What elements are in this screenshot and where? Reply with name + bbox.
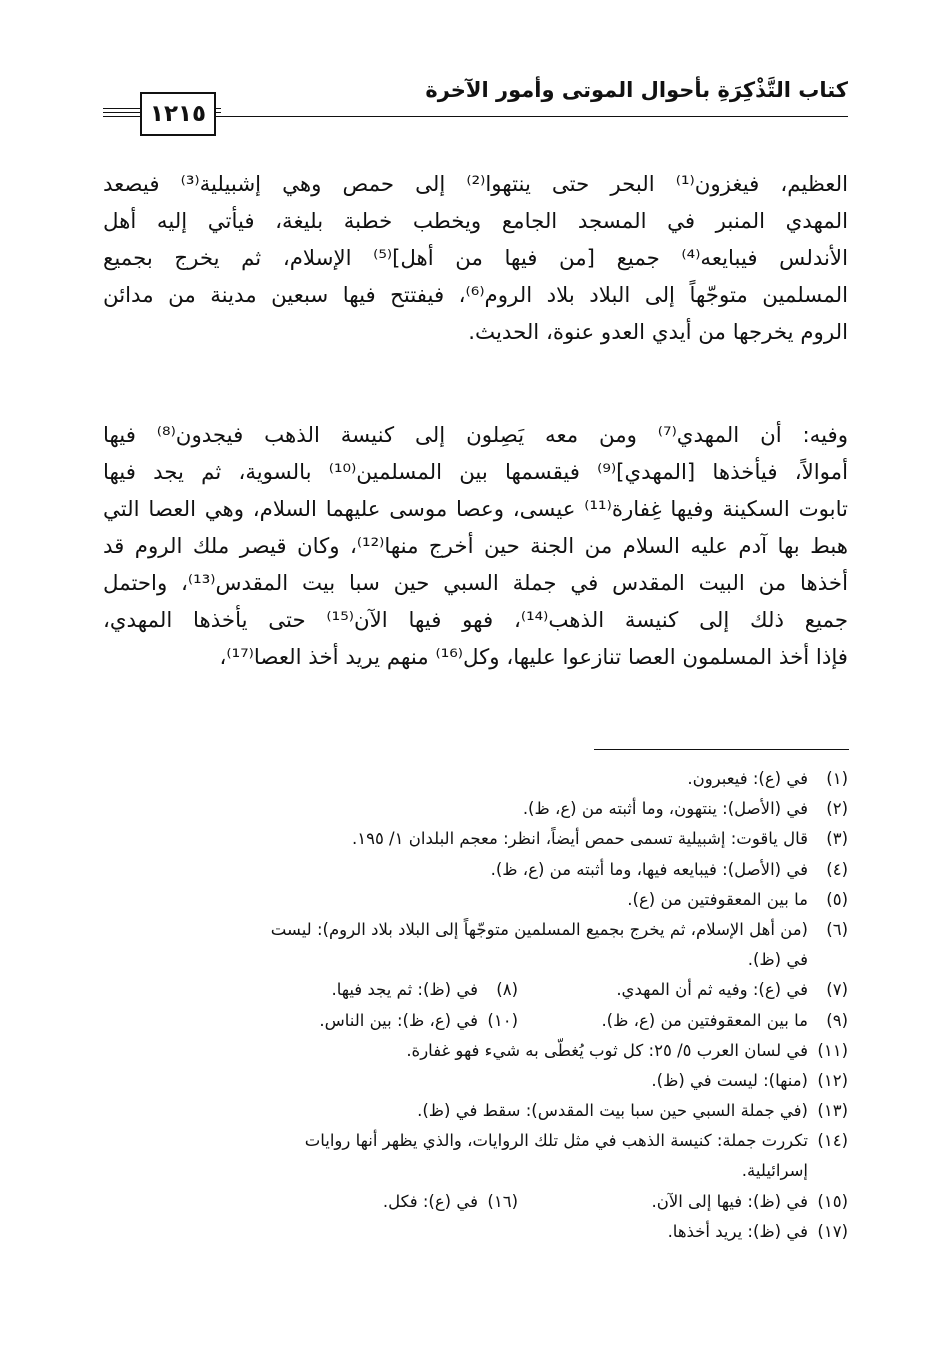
footnote-number: (٦) — [826, 919, 848, 939]
footnote — [406, 1036, 848, 1066]
footnote — [319, 1006, 518, 1036]
footnote-row — [103, 794, 848, 824]
footnote-text: في (ظ): فيها إلى الآن. — [651, 1191, 808, 1211]
footnote-text: في (ظ). — [747, 950, 808, 970]
footnote-row — [103, 975, 848, 1005]
text-line: هبط بها آدم عليه السلام من الجنة حين أخرج منها⁽¹²⁾، وكان قيصر ملك الروم قد — [103, 534, 848, 559]
text-line: أخذها من البيت المقدس في جملة السبي حين سبا بيت المقدس⁽¹³⁾، واحتمل — [103, 571, 848, 596]
footnote — [668, 1217, 848, 1247]
footnote-number: (١٦) — [487, 1191, 518, 1211]
footnote-row — [103, 945, 848, 975]
footnote-number: (١٢) — [817, 1070, 848, 1090]
footnote-text: تكررت جملة: كنيسة الذهب في مثل تلك الروايات، والذي يظهر أنها روايات — [304, 1131, 808, 1151]
footnote — [491, 855, 848, 885]
footnote-number: (١٤) — [817, 1131, 848, 1151]
footnote-text: في (ظ): ثم يجد فيها. — [331, 980, 478, 1000]
footnote-text: في لسان العرب ٥/ ٢٥: كل ثوب يُغطّى به شيء فهو غفارة. — [406, 1040, 808, 1060]
text-line: الأندلس فيبايعه⁽⁴⁾ جميع [من فيها من أهل]⁽⁵⁾ الإسلام، ثم يخرج بجميع — [103, 246, 848, 271]
footnote — [417, 1096, 848, 1126]
footnote-text: في (ع): وفيه ثم أن المهدي. — [616, 980, 808, 1000]
footnote — [331, 975, 518, 1005]
footnote-text: في (ع، ظ): بين الناس. — [319, 1010, 478, 1030]
text-line: تابوت السكينة وفيها غِفارة⁽¹¹⁾ عيسى، وعصا موسى عليهما السلام، وهي العصا التي — [103, 497, 848, 522]
footnote-text: في (الأصل): فيبايعه فيها، وما أثبته من (ع، ظ). — [490, 859, 808, 879]
footnote-text: ما بين المعقوفتين من (ع، ظ). — [601, 1010, 808, 1030]
footnote-text: في (الأصل): ينتهون، وما أثبته من (ع، ظ). — [522, 799, 808, 819]
footnote-row — [103, 764, 848, 794]
footnote-text: قال ياقوت: إشبيلية تسمى حمص أيضاً، انظر: معجم البلدان ١/ ١٩٥. — [351, 829, 808, 849]
footnote-number: (١٠) — [487, 1010, 518, 1030]
footnote-text: ما بين المعقوفتين من (ع). — [627, 889, 808, 909]
footnote-row — [103, 885, 848, 915]
footnote-number: (٢) — [826, 799, 848, 819]
page-number: ١٢١٥ — [140, 92, 216, 136]
footnote-row — [103, 1187, 848, 1217]
footnote-row — [103, 1156, 848, 1186]
footnote — [518, 975, 848, 1005]
footnote-number: (٩) — [826, 1010, 848, 1030]
footnote — [305, 1126, 848, 1156]
text-line: العظيم، فيغزون⁽¹⁾ البحر حتى ينتهوا⁽²⁾ إلى حمص وهي إشبيلية⁽³⁾ فيصعد — [103, 172, 848, 197]
footnote-text: في (ع): فيعبرون. — [687, 769, 808, 788]
footnote — [742, 1156, 808, 1186]
footnote — [383, 1187, 518, 1217]
footnote-text: (منها): ليست في (ظ). — [651, 1070, 808, 1090]
footnote-number: (١١) — [817, 1040, 848, 1060]
footnote — [271, 915, 848, 945]
footnote-text: (في جملة السبي حين سبا بيت المقدس): سقط في (ظ). — [417, 1101, 808, 1121]
footnote-row — [103, 824, 848, 854]
footnote-row — [103, 915, 848, 945]
footnote-number: (١٧) — [817, 1221, 848, 1241]
footnote — [518, 1187, 848, 1217]
text-line: الروم يخرجها من أيدي العدو عنوة، الحديث. — [468, 320, 848, 345]
text-line: المهدي المنبر في المسجد الجامع ويخطب خطبة بليغة، فيأتي إليه أهل — [103, 209, 848, 234]
footnotes — [103, 764, 848, 1247]
text-line: جميع ذلك إلى كنيسة الذهب⁽¹⁴⁾، فهو فيها الآن⁽¹⁵⁾ حتى يأخذها المهدي، — [103, 608, 848, 633]
text-line: أموالاً، فيأخذها [المهدي]⁽⁹⁾ فيقسمها بين المسلمين⁽¹⁰⁾ بالسوية، ثم يجد فيها — [103, 460, 848, 485]
running-title: كتاب التَّذْكِرَةِ بأحوال الموتى وأمور الآخرة — [425, 78, 848, 102]
footnote-row — [103, 1126, 848, 1156]
footnote — [651, 1066, 848, 1096]
footnote — [352, 824, 848, 854]
footnote-number: (٧) — [826, 980, 848, 1000]
footnote-row — [103, 1036, 848, 1066]
text-line: وفيه: أن المهدي⁽⁷⁾ ومن معه يَصِلون إلى كنيسة الذهب فيجدون⁽⁸⁾ فيها — [103, 423, 848, 448]
footnote-text: إسرائيلية. — [741, 1161, 808, 1181]
footnote-text: في (ظ): يريد أخذها. — [667, 1221, 808, 1241]
footnote — [518, 1006, 848, 1036]
footnote — [687, 764, 848, 794]
footnote-row — [103, 855, 848, 885]
footnote-row — [103, 1217, 848, 1247]
footnote — [627, 885, 848, 915]
text-line: المسلمين متوجّهاً إلى البلاد بلاد الروم⁽⁶⁾، فيفتتح فيها سبعين مدينة من مدائن — [103, 283, 848, 308]
footnote-separator — [594, 749, 849, 750]
footnote-number: (٣) — [826, 829, 848, 849]
footnote-row — [103, 1096, 848, 1126]
footnote-number: (٤) — [826, 859, 848, 879]
footnote-row — [103, 1006, 848, 1036]
footnote-text: في (ع): فكل. — [382, 1191, 478, 1211]
footnote-row — [103, 1066, 848, 1096]
footnote-number: (١٣) — [817, 1101, 848, 1121]
footnote-number: (٨) — [496, 980, 518, 1000]
footnote-number: (٥) — [826, 889, 848, 909]
paragraph-2 — [103, 417, 848, 676]
footnote-text: (من أهل الإسلام، ثم يخرج بجميع المسلمين متوجّهاً إلى البلاد بلاد الروم): ليست — [270, 919, 808, 939]
footnote — [523, 794, 848, 824]
footnote-number: (١) — [826, 769, 848, 788]
footnote — [748, 945, 808, 975]
paragraph-1 — [103, 166, 848, 351]
text-line: فإذا أخذ المسلمون العصا تنازعوا عليها، وكل⁽¹⁶⁾ منهم يريد أخذ العصا⁽¹⁷⁾، — [219, 645, 848, 670]
footnote-number: (١٥) — [817, 1191, 848, 1211]
